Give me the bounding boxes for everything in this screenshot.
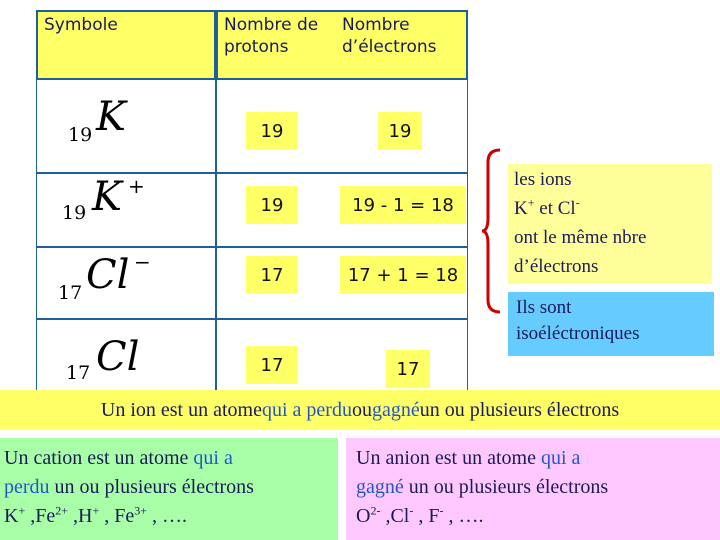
protons-value: 19 — [246, 112, 298, 150]
atomic-number: 19 — [68, 124, 93, 146]
protons-value: 17 — [246, 256, 298, 294]
header-protons: Nombre de protons — [224, 15, 319, 57]
electrons-value: 19 - 1 = 18 — [340, 186, 466, 224]
note-line-1: les ions — [514, 169, 572, 190]
element-letter: Cl — [96, 334, 140, 380]
note-line-3: ont le même nbre — [514, 227, 647, 248]
ion-charge: − — [134, 250, 151, 274]
header-symbol: Symbole — [44, 15, 118, 35]
electrons-value: 17 + 1 = 18 — [340, 256, 466, 294]
element-letter: K — [92, 174, 122, 220]
header-symbol-cell — [36, 10, 216, 80]
anion-line-2: gagné un ou plusieurs électrons — [356, 476, 609, 498]
protons-value: 19 — [246, 186, 298, 224]
row-divider — [36, 246, 468, 248]
header-electrons: Nombre d’électrons — [342, 15, 437, 57]
ion-definition: Un ion est un atome qui a perdu ou gagné un ou plusieurs électrons — [0, 390, 720, 430]
isoelectronic-note — [508, 164, 712, 284]
electrons-value: 17 — [386, 350, 430, 388]
column-divider — [215, 80, 217, 392]
electrons-value: 19 — [378, 112, 422, 150]
atomic-number: 17 — [58, 282, 83, 304]
note-line-2: K+ et Cl- — [514, 195, 580, 219]
cation-definition — [0, 438, 338, 540]
protons-value: 17 — [246, 346, 298, 384]
note-line-4: d’électrons — [514, 256, 599, 277]
header-counts-cell — [216, 10, 468, 80]
row-divider — [36, 318, 468, 320]
atomic-number: 17 — [66, 362, 91, 384]
element-letter: K — [96, 94, 126, 140]
cation-examples: K+ $,Fe^{2+}$ ,H+ , $Fe^{3+}$ , …. — [4, 503, 188, 527]
isoelectronic-label: Ils sont isoéléctroniques — [508, 292, 714, 356]
brace-icon — [480, 148, 502, 314]
anion-examples: $O^{2-}$ ,Cl- , F- , …. — [356, 503, 484, 527]
cation-line-2: perdu un ou plusieurs électrons — [4, 476, 254, 498]
ion-charge: + — [128, 174, 145, 198]
cation-line-1: Un cation est un atome qui a — [4, 447, 233, 469]
anion-definition — [346, 438, 720, 540]
atomic-number: 19 — [62, 202, 87, 224]
anion-line-1: Un anion est un atome qui a — [356, 447, 581, 469]
element-letter: Cl — [86, 252, 130, 298]
